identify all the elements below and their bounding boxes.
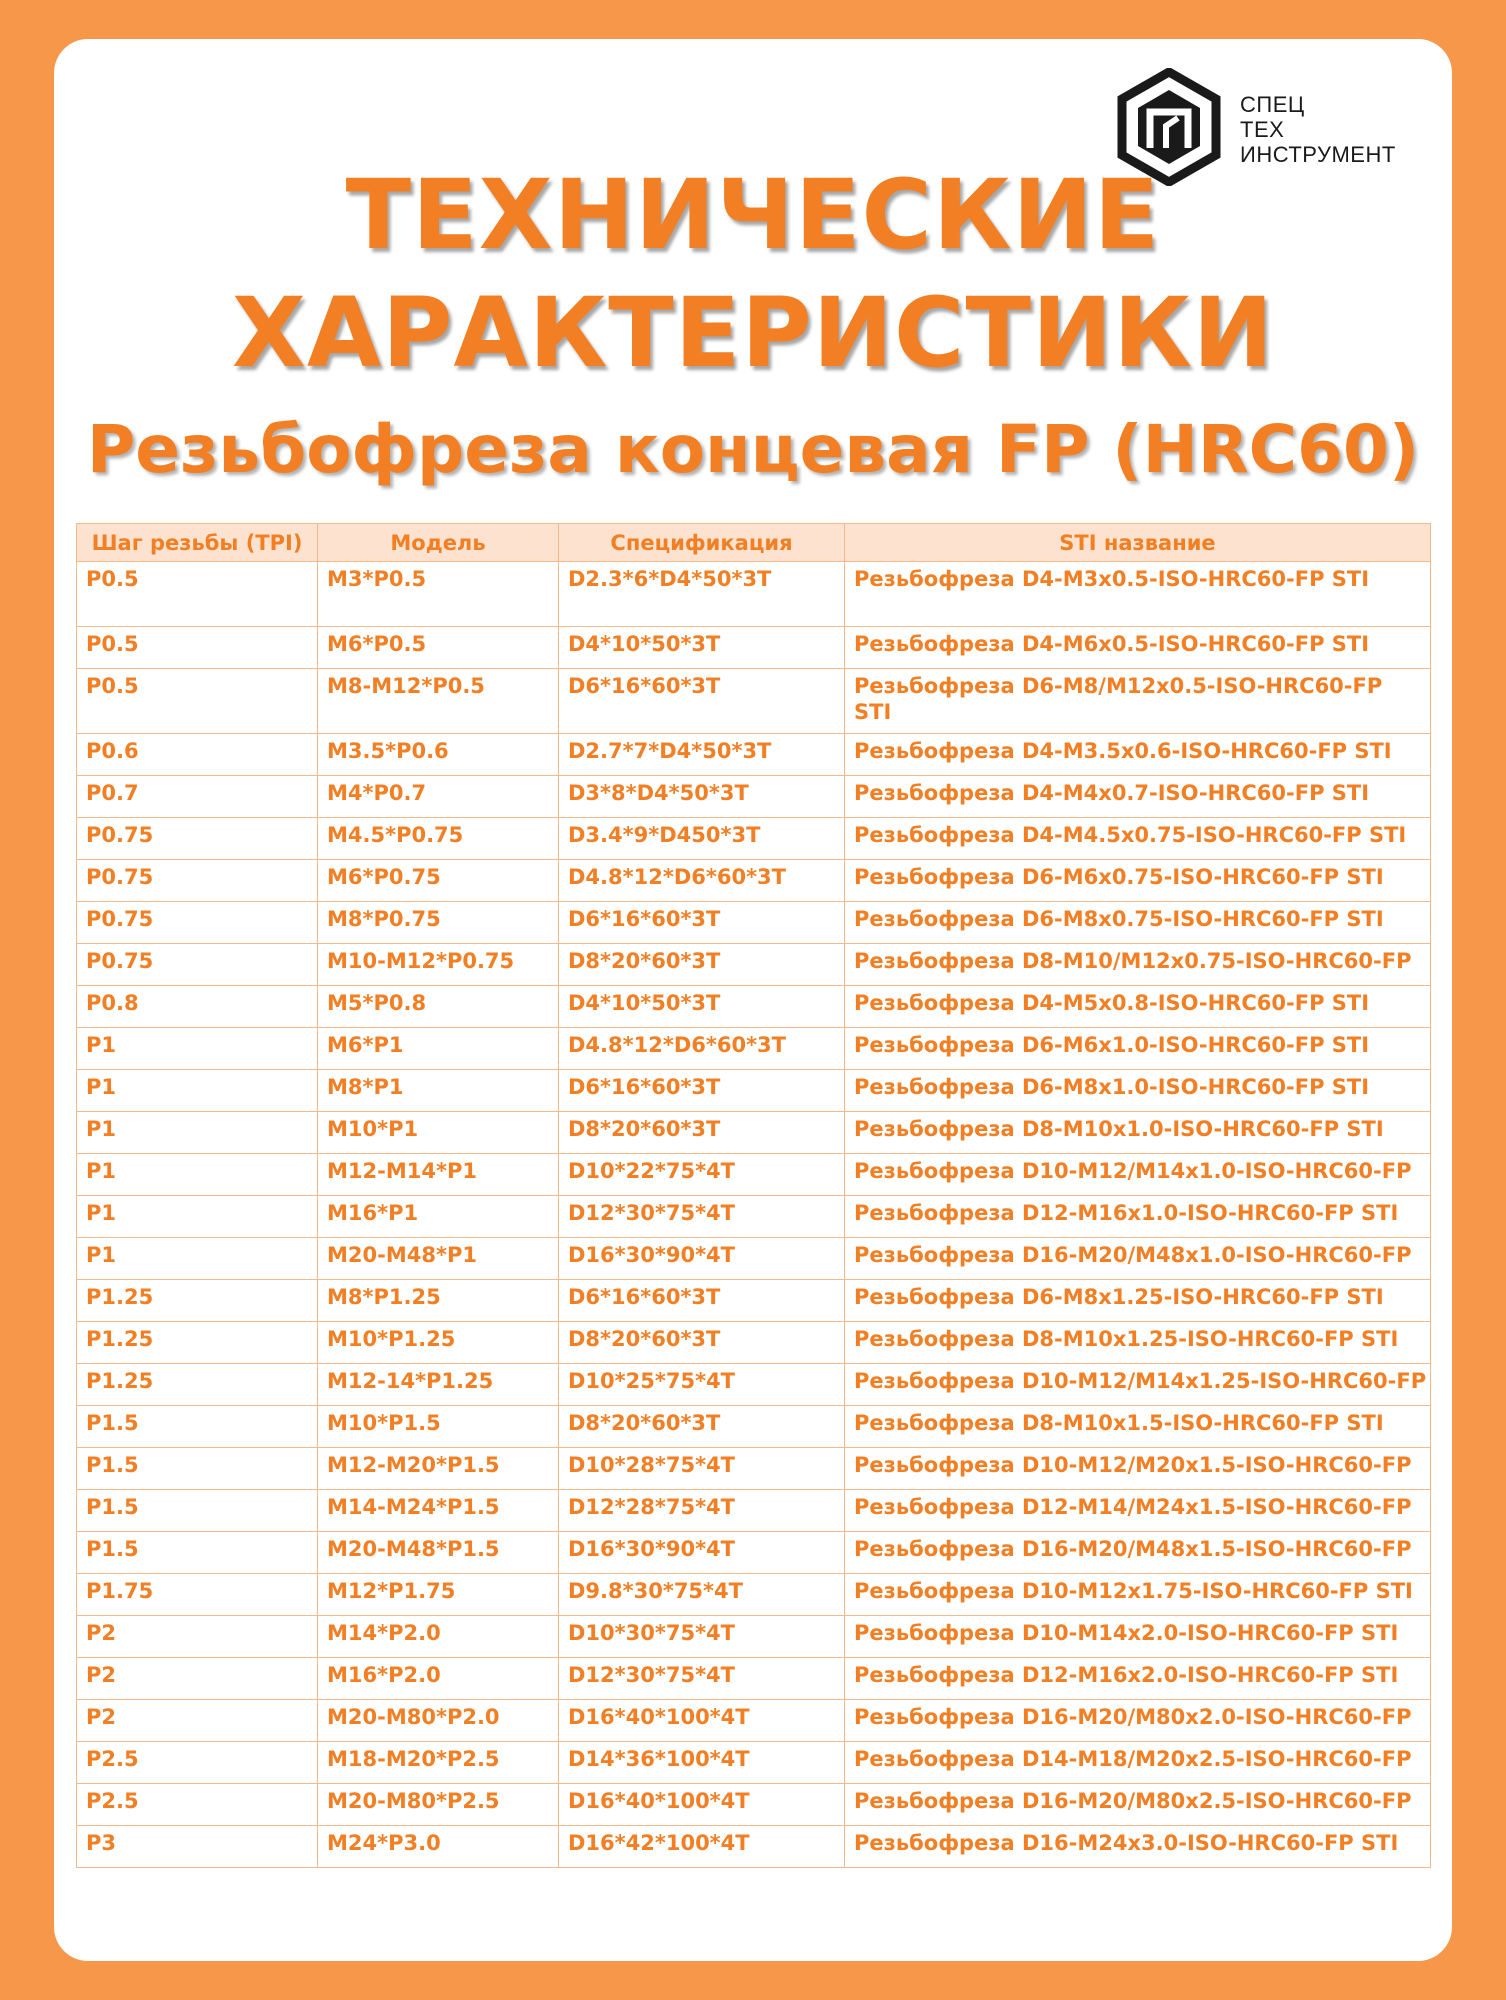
cell-model: M20-M80*P2.0	[318, 1700, 559, 1742]
cell-name: Резьбофреза D6-M8x1.0-ISO-HRC60-FP STI	[845, 1070, 1431, 1112]
cell-model: M5*P0.8	[318, 986, 559, 1028]
cell-spec: D12*28*75*4T	[559, 1490, 845, 1532]
cell-model: M20-M48*P1.5	[318, 1532, 559, 1574]
specs-table	[76, 523, 1431, 1868]
header-sti-name: STI название	[845, 524, 1431, 562]
cell-pitch: P2	[77, 1700, 318, 1742]
cell-model: M20-M80*P2.5	[318, 1784, 559, 1826]
cell-model: M8-M12*P0.5	[318, 669, 559, 734]
table-row	[77, 1238, 1431, 1280]
cell-spec: D12*30*75*4T	[559, 1196, 845, 1238]
cell-name: Резьбофреза D10-M12x1.75-ISO-HRC60-FP STI	[845, 1574, 1431, 1616]
table-header-row	[77, 524, 1431, 562]
cell-model: M6*P0.5	[318, 627, 559, 669]
cell-pitch: P1	[77, 1154, 318, 1196]
cell-pitch: P0.5	[77, 562, 318, 627]
cell-spec: D10*28*75*4T	[559, 1448, 845, 1490]
cell-spec: D8*20*60*3T	[559, 1112, 845, 1154]
cell-pitch: P0.75	[77, 944, 318, 986]
cell-name: Резьбофреза D6-M8x0.75-ISO-HRC60-FP STI	[845, 902, 1431, 944]
cell-spec: D16*30*90*4T	[559, 1532, 845, 1574]
logo-line-1: СПЕЦ	[1240, 92, 1305, 117]
cell-model: M12-14*P1.25	[318, 1364, 559, 1406]
cell-pitch: P2	[77, 1658, 318, 1700]
cell-pitch: P3	[77, 1826, 318, 1868]
logo-line-3: ИНСТРУМЕНТ	[1240, 142, 1396, 167]
logo-line-2: ТЕХ	[1240, 117, 1285, 142]
cell-name: Резьбофреза D8-M10/M12x0.75-ISO-HRC60-FP	[845, 944, 1431, 986]
cell-model: M16*P1	[318, 1196, 559, 1238]
cell-pitch: P1	[77, 1028, 318, 1070]
cell-pitch: P0.75	[77, 902, 318, 944]
table-row	[77, 1112, 1431, 1154]
cell-name: Резьбофреза D6-M8/M12x0.5-ISO-HRC60-FP STI	[845, 669, 1431, 734]
table-row	[77, 669, 1431, 734]
cell-model: M12-M14*P1	[318, 1154, 559, 1196]
cell-name: Резьбофреза D4-M4x0.7-ISO-HRC60-FP STI	[845, 776, 1431, 818]
table-row	[77, 1196, 1431, 1238]
table-row	[77, 1784, 1431, 1826]
table-row	[77, 986, 1431, 1028]
cell-model: M10*P1	[318, 1112, 559, 1154]
cell-pitch: P0.5	[77, 627, 318, 669]
cell-model: M16*P2.0	[318, 1658, 559, 1700]
cell-spec: D8*20*60*3T	[559, 1322, 845, 1364]
cell-pitch: P1.75	[77, 1574, 318, 1616]
table-row	[77, 1322, 1431, 1364]
cell-spec: D3*8*D4*50*3T	[559, 776, 845, 818]
cell-name: Резьбофреза D6-M6x0.75-ISO-HRC60-FP STI	[845, 860, 1431, 902]
cell-name: Резьбофреза D4-M5x0.8-ISO-HRC60-FP STI	[845, 986, 1431, 1028]
cell-model: M10*P1.5	[318, 1406, 559, 1448]
cell-spec: D10*30*75*4T	[559, 1616, 845, 1658]
cell-model: M10*P1.25	[318, 1322, 559, 1364]
cell-model: M12-M20*P1.5	[318, 1448, 559, 1490]
table-row	[77, 1028, 1431, 1070]
cell-pitch: P1.5	[77, 1406, 318, 1448]
header-model: Модель	[318, 524, 559, 562]
cell-pitch: P2	[77, 1616, 318, 1658]
table-body	[77, 562, 1431, 1868]
cell-spec: D16*42*100*4T	[559, 1826, 845, 1868]
cell-name: Резьбофреза D8-M10x1.0-ISO-HRC60-FP STI	[845, 1112, 1431, 1154]
cell-spec: D12*30*75*4T	[559, 1658, 845, 1700]
cell-pitch: P1.5	[77, 1448, 318, 1490]
page-title-line-1: ТЕХНИЧЕСКИЕ	[345, 159, 1161, 271]
table-row	[77, 1364, 1431, 1406]
cell-name: Резьбофреза D16-M20/M48x1.0-ISO-HRC60-FP	[845, 1238, 1431, 1280]
cell-model: M14*P2.0	[318, 1616, 559, 1658]
cell-pitch: P1.5	[77, 1532, 318, 1574]
cell-pitch: P2.5	[77, 1742, 318, 1784]
table-row	[77, 1616, 1431, 1658]
cell-pitch: P1.5	[77, 1490, 318, 1532]
table-row	[77, 1532, 1431, 1574]
cell-name: Резьбофреза D8-M10x1.25-ISO-HRC60-FP STI	[845, 1322, 1431, 1364]
table-row	[77, 1154, 1431, 1196]
cell-spec: D4.8*12*D6*60*3T	[559, 860, 845, 902]
table-row	[77, 1070, 1431, 1112]
table-row	[77, 1490, 1431, 1532]
cell-pitch: P0.5	[77, 669, 318, 734]
cell-name: Резьбофреза D4-M4.5x0.75-ISO-HRC60-FP STI	[845, 818, 1431, 860]
cell-name: Резьбофреза D12-M14/M24x1.5-ISO-HRC60-FP	[845, 1490, 1431, 1532]
cell-model: M14-M24*P1.5	[318, 1490, 559, 1532]
cell-spec: D9.8*30*75*4T	[559, 1574, 845, 1616]
cell-pitch: P1.25	[77, 1280, 318, 1322]
cell-model: M12*P1.75	[318, 1574, 559, 1616]
cell-name: Резьбофреза D16-M20/M48x1.5-ISO-HRC60-FP	[845, 1532, 1431, 1574]
cell-spec: D16*30*90*4T	[559, 1238, 845, 1280]
header-specification: Спецификация	[559, 524, 845, 562]
cell-pitch: P1	[77, 1238, 318, 1280]
table-row	[77, 1574, 1431, 1616]
table-row	[77, 860, 1431, 902]
cell-spec: D10*22*75*4T	[559, 1154, 845, 1196]
cell-model: M18-M20*P2.5	[318, 1742, 559, 1784]
cell-model: M6*P1	[318, 1028, 559, 1070]
cell-model: M4.5*P0.75	[318, 818, 559, 860]
cell-spec: D6*16*60*3T	[559, 1280, 845, 1322]
cell-model: M10-M12*P0.75	[318, 944, 559, 986]
cell-name: Резьбофреза D10-M12/M20x1.5-ISO-HRC60-FP	[845, 1448, 1431, 1490]
cell-spec: D16*40*100*4T	[559, 1700, 845, 1742]
cell-name: Резьбофреза D14-M18/M20x2.5-ISO-HRC60-FP	[845, 1742, 1431, 1784]
cell-model: M6*P0.75	[318, 860, 559, 902]
cell-pitch: P0.8	[77, 986, 318, 1028]
cell-name: Резьбофреза D6-M6x1.0-ISO-HRC60-FP STI	[845, 1028, 1431, 1070]
cell-spec: D6*16*60*3T	[559, 669, 845, 734]
table-row	[77, 776, 1431, 818]
cell-name: Резьбофреза D8-M10x1.5-ISO-HRC60-FP STI	[845, 1406, 1431, 1448]
cell-model: M20-M48*P1	[318, 1238, 559, 1280]
table-row	[77, 1742, 1431, 1784]
cell-pitch: P2.5	[77, 1784, 318, 1826]
cell-model: M8*P0.75	[318, 902, 559, 944]
cell-name: Резьбофреза D6-M8x1.25-ISO-HRC60-FP STI	[845, 1280, 1431, 1322]
cell-pitch: P1.25	[77, 1322, 318, 1364]
cell-model: M3*P0.5	[318, 562, 559, 627]
cell-spec: D14*36*100*4T	[559, 1742, 845, 1784]
cell-spec: D8*20*60*3T	[559, 1406, 845, 1448]
table-row	[77, 1406, 1431, 1448]
cell-spec: D2.3*6*D4*50*3T	[559, 562, 845, 627]
cell-spec: D4.8*12*D6*60*3T	[559, 1028, 845, 1070]
cell-spec: D2.7*7*D4*50*3T	[559, 734, 845, 776]
cell-pitch: P1.25	[77, 1364, 318, 1406]
cell-model: M8*P1	[318, 1070, 559, 1112]
cell-pitch: P0.6	[77, 734, 318, 776]
cell-name: Резьбофреза D4-M3x0.5-ISO-HRC60-FP STI	[845, 562, 1431, 627]
table-row	[77, 944, 1431, 986]
table-row	[77, 627, 1431, 669]
cell-pitch: P1	[77, 1112, 318, 1154]
cell-name: Резьбофреза D16-M24x3.0-ISO-HRC60-FP STI	[845, 1826, 1431, 1868]
cell-pitch: P0.75	[77, 860, 318, 902]
cell-name: Резьбофреза D16-M20/M80x2.0-ISO-HRC60-FP	[845, 1700, 1431, 1742]
cell-spec: D4*10*50*3T	[559, 627, 845, 669]
table-row	[77, 1280, 1431, 1322]
product-subtitle: Резьбофреза концевая FP (HRC60)	[86, 411, 1420, 488]
table-row	[77, 1826, 1431, 1868]
cell-name: Резьбофреза D10-M12/M14x1.0-ISO-HRC60-FP	[845, 1154, 1431, 1196]
cell-name: Резьбофреза D4-M3.5x0.6-ISO-HRC60-FP STI	[845, 734, 1431, 776]
header-thread-pitch: Шаг резьбы (TPI)	[77, 524, 318, 562]
table-row	[77, 1448, 1431, 1490]
table-row	[77, 1700, 1431, 1742]
table-row	[77, 818, 1431, 860]
cell-name: Резьбофреза D10-M12/M14x1.25-ISO-HRC60-FP	[845, 1364, 1431, 1406]
cell-model: M24*P3.0	[318, 1826, 559, 1868]
cell-name: Резьбофреза D12-M16x2.0-ISO-HRC60-FP STI	[845, 1658, 1431, 1700]
cell-name: Резьбофреза D10-M14x2.0-ISO-HRC60-FP STI	[845, 1616, 1431, 1658]
cell-spec: D3.4*9*D450*3T	[559, 818, 845, 860]
cell-pitch: P1	[77, 1070, 318, 1112]
cell-model: M3.5*P0.6	[318, 734, 559, 776]
cell-pitch: P0.7	[77, 776, 318, 818]
cell-spec: D8*20*60*3T	[559, 944, 845, 986]
cell-spec: D10*25*75*4T	[559, 1364, 845, 1406]
cell-pitch: P1	[77, 1196, 318, 1238]
cell-name: Резьбофреза D4-M6x0.5-ISO-HRC60-FP STI	[845, 627, 1431, 669]
cell-name: Резьбофреза D16-M20/M80x2.5-ISO-HRC60-FP	[845, 1784, 1431, 1826]
table-row	[77, 562, 1431, 627]
table-row	[77, 734, 1431, 776]
table-row	[77, 1658, 1431, 1700]
cell-spec: D16*40*100*4T	[559, 1784, 845, 1826]
cell-spec: D6*16*60*3T	[559, 1070, 845, 1112]
cell-pitch: P0.75	[77, 818, 318, 860]
table-row	[77, 902, 1431, 944]
cell-model: M8*P1.25	[318, 1280, 559, 1322]
cell-model: M4*P0.7	[318, 776, 559, 818]
logo-wordmark	[1240, 92, 1396, 167]
cell-name: Резьбофреза D12-M16x1.0-ISO-HRC60-FP STI	[845, 1196, 1431, 1238]
cell-spec: D4*10*50*3T	[559, 986, 845, 1028]
cell-spec: D6*16*60*3T	[559, 902, 845, 944]
page-title-line-2: ХАРАКТЕРИСТИКИ	[231, 277, 1275, 389]
